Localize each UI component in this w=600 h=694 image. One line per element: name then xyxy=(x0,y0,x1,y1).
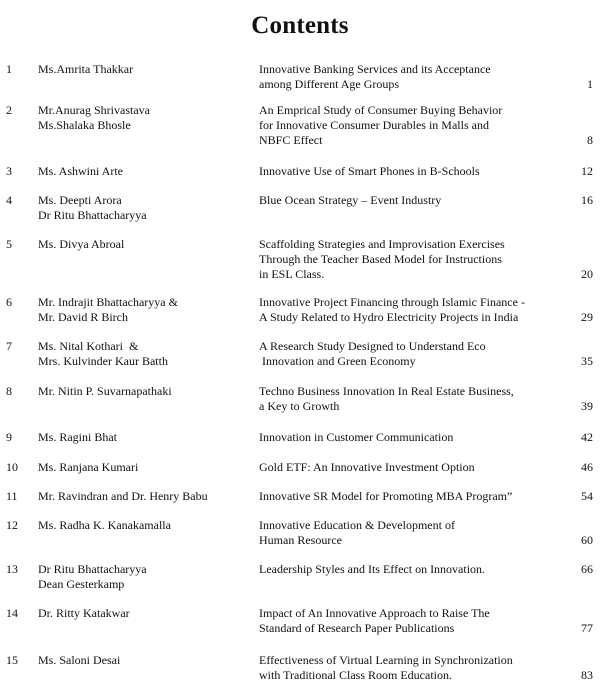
entry-page-number: 60 xyxy=(581,533,593,547)
entry-page-number: 8 xyxy=(587,133,593,147)
title-line: Impact of An Innovative Approach to Raise The xyxy=(259,606,490,620)
entry-number: 15 xyxy=(6,653,18,667)
title-line: Through the Teacher Based Model for Instructions xyxy=(259,252,502,266)
entry-page-number: 66 xyxy=(581,562,593,576)
entry-page-number: 39 xyxy=(581,399,593,413)
author-name: Mrs. Kulvinder Kaur Batth xyxy=(38,354,168,368)
title-line: Innovation and Green Economy xyxy=(259,354,416,368)
entry-number: 7 xyxy=(6,339,12,353)
entry-number: 13 xyxy=(6,562,18,576)
entry-authors xyxy=(38,103,253,133)
author-name: Mr. David R Birch xyxy=(38,310,128,324)
entry-title xyxy=(259,384,564,414)
author-name: Ms. Ashwini Arte xyxy=(38,164,124,178)
entry-number: 12 xyxy=(6,518,18,532)
author-name: Ms. Radha K. Kanakamalla xyxy=(38,518,171,532)
author-name: Dr. Ritty Katakwar xyxy=(38,606,130,620)
entry-authors xyxy=(38,384,253,399)
author-name: Mr.Anurag Shrivastava xyxy=(38,103,150,117)
author-name: Ms. Saloni Desai xyxy=(38,653,121,667)
entry-number: 4 xyxy=(6,193,12,207)
entry-page-number: 83 xyxy=(581,668,593,682)
entry-number: 11 xyxy=(6,489,18,503)
title-line: Leadership Styles and Its Effect on Innovation. xyxy=(259,562,486,576)
entry-title xyxy=(259,295,564,325)
entry-page-number: 1 xyxy=(587,77,593,91)
entry-title xyxy=(259,518,564,548)
author-name: Ms. Ranjana Kumari xyxy=(38,460,139,474)
entry-authors xyxy=(38,62,253,77)
title-line: Innovation in Customer Communication xyxy=(259,430,454,444)
title-line: Techno Business Innovation In Real Estate Business, xyxy=(259,384,514,398)
entry-number: 5 xyxy=(6,237,12,251)
title-line: Innovative Banking Services and its Acceptance xyxy=(259,62,491,76)
entry-authors xyxy=(38,164,253,179)
author-name: Ms. Ragini Bhat xyxy=(38,430,118,444)
title-line: in ESL Class. xyxy=(259,267,325,281)
entry-title xyxy=(259,103,564,148)
title-line: A Study Related to Hydro Electricity Projects in India xyxy=(259,310,519,324)
title-line: A Research Study Designed to Understand Eco xyxy=(259,339,486,353)
entry-authors xyxy=(38,430,253,445)
entry-authors xyxy=(38,653,253,668)
entry-page-number: 46 xyxy=(581,460,593,474)
entry-title xyxy=(259,237,564,282)
title-line: for Innovative Consumer Durables in Malls and xyxy=(259,118,489,132)
title-line: Effectiveness of Virtual Learning in Synchronization xyxy=(259,653,513,667)
entry-title xyxy=(259,653,564,683)
entry-authors xyxy=(38,339,253,369)
entry-authors xyxy=(38,295,253,325)
title-line: a Key to Growth xyxy=(259,399,340,413)
entry-number: 8 xyxy=(6,384,12,398)
title-line: Scaffolding Strategies and Improvisation Exercises xyxy=(259,237,505,251)
author-name: Mr. Nitin P. Suvarnapathaki xyxy=(38,384,172,398)
entry-authors xyxy=(38,489,253,504)
entry-number: 9 xyxy=(6,430,12,444)
page-title: Contents xyxy=(251,12,349,39)
entry-page-number: 77 xyxy=(581,621,593,635)
entry-page-number: 54 xyxy=(581,489,593,503)
entry-number: 10 xyxy=(6,460,18,474)
author-name: Mr. Ravindran and Dr. Henry Babu xyxy=(38,489,208,503)
title-line: among Different Age Groups xyxy=(259,77,400,91)
entry-title xyxy=(259,562,564,577)
title-line: Innovative SR Model for Promoting MBA Program” xyxy=(259,489,513,503)
entry-page-number: 12 xyxy=(581,164,593,178)
author-name: Ms. Nital Kothari & xyxy=(38,339,139,353)
entry-authors xyxy=(38,518,253,533)
entry-title xyxy=(259,489,564,504)
title-line: Standard of Research Paper Publications xyxy=(259,621,455,635)
entry-title xyxy=(259,430,564,445)
title-line: Gold ETF: An Innovative Investment Option xyxy=(259,460,475,474)
entry-number: 1 xyxy=(6,62,12,76)
title-line: Innovative Education & Development of xyxy=(259,518,455,532)
entry-title xyxy=(259,193,564,208)
entry-number: 14 xyxy=(6,606,18,620)
title-line: Blue Ocean Strategy – Event Industry xyxy=(259,193,442,207)
author-name: Ms. Deepti Arora xyxy=(38,193,122,207)
entry-authors xyxy=(38,460,253,475)
entry-authors xyxy=(38,193,253,223)
entry-page-number: 29 xyxy=(581,310,593,324)
entry-title xyxy=(259,606,564,636)
entry-number: 6 xyxy=(6,295,12,309)
author-name: Dr Ritu Bhattacharyya xyxy=(38,208,147,222)
author-name: Dean Gesterkamp xyxy=(38,577,125,591)
entry-authors xyxy=(38,606,253,621)
entry-title xyxy=(259,460,564,475)
entry-title xyxy=(259,339,564,369)
author-name: Ms.Amrita Thakkar xyxy=(38,62,134,76)
title-line: Innovative Project Financing through Islamic Finance - xyxy=(259,295,525,309)
title-line: with Traditional Class Room Education. xyxy=(259,668,453,682)
entry-page-number: 42 xyxy=(581,430,593,444)
title-line: Innovative Use of Smart Phones in B-Schools xyxy=(259,164,480,178)
title-line: An Emprical Study of Consumer Buying Behavior xyxy=(259,103,503,117)
author-name: Ms.Shalaka Bhosle xyxy=(38,118,131,132)
entry-number: 3 xyxy=(6,164,12,178)
entry-title xyxy=(259,62,564,92)
title-line: NBFC Effect xyxy=(259,133,323,147)
author-name: Dr Ritu Bhattacharyya xyxy=(38,562,147,576)
entry-page-number: 16 xyxy=(581,193,593,207)
entry-page-number: 35 xyxy=(581,354,593,368)
entry-number: 2 xyxy=(6,103,12,117)
entry-authors xyxy=(38,562,253,592)
entry-page-number: 20 xyxy=(581,267,593,281)
author-name: Ms. Divya Abroal xyxy=(38,237,125,251)
entry-title xyxy=(259,164,564,179)
title-line: Human Resource xyxy=(259,533,342,547)
entry-authors xyxy=(38,237,253,252)
author-name: Mr. Indrajit Bhattacharyya & xyxy=(38,295,178,309)
